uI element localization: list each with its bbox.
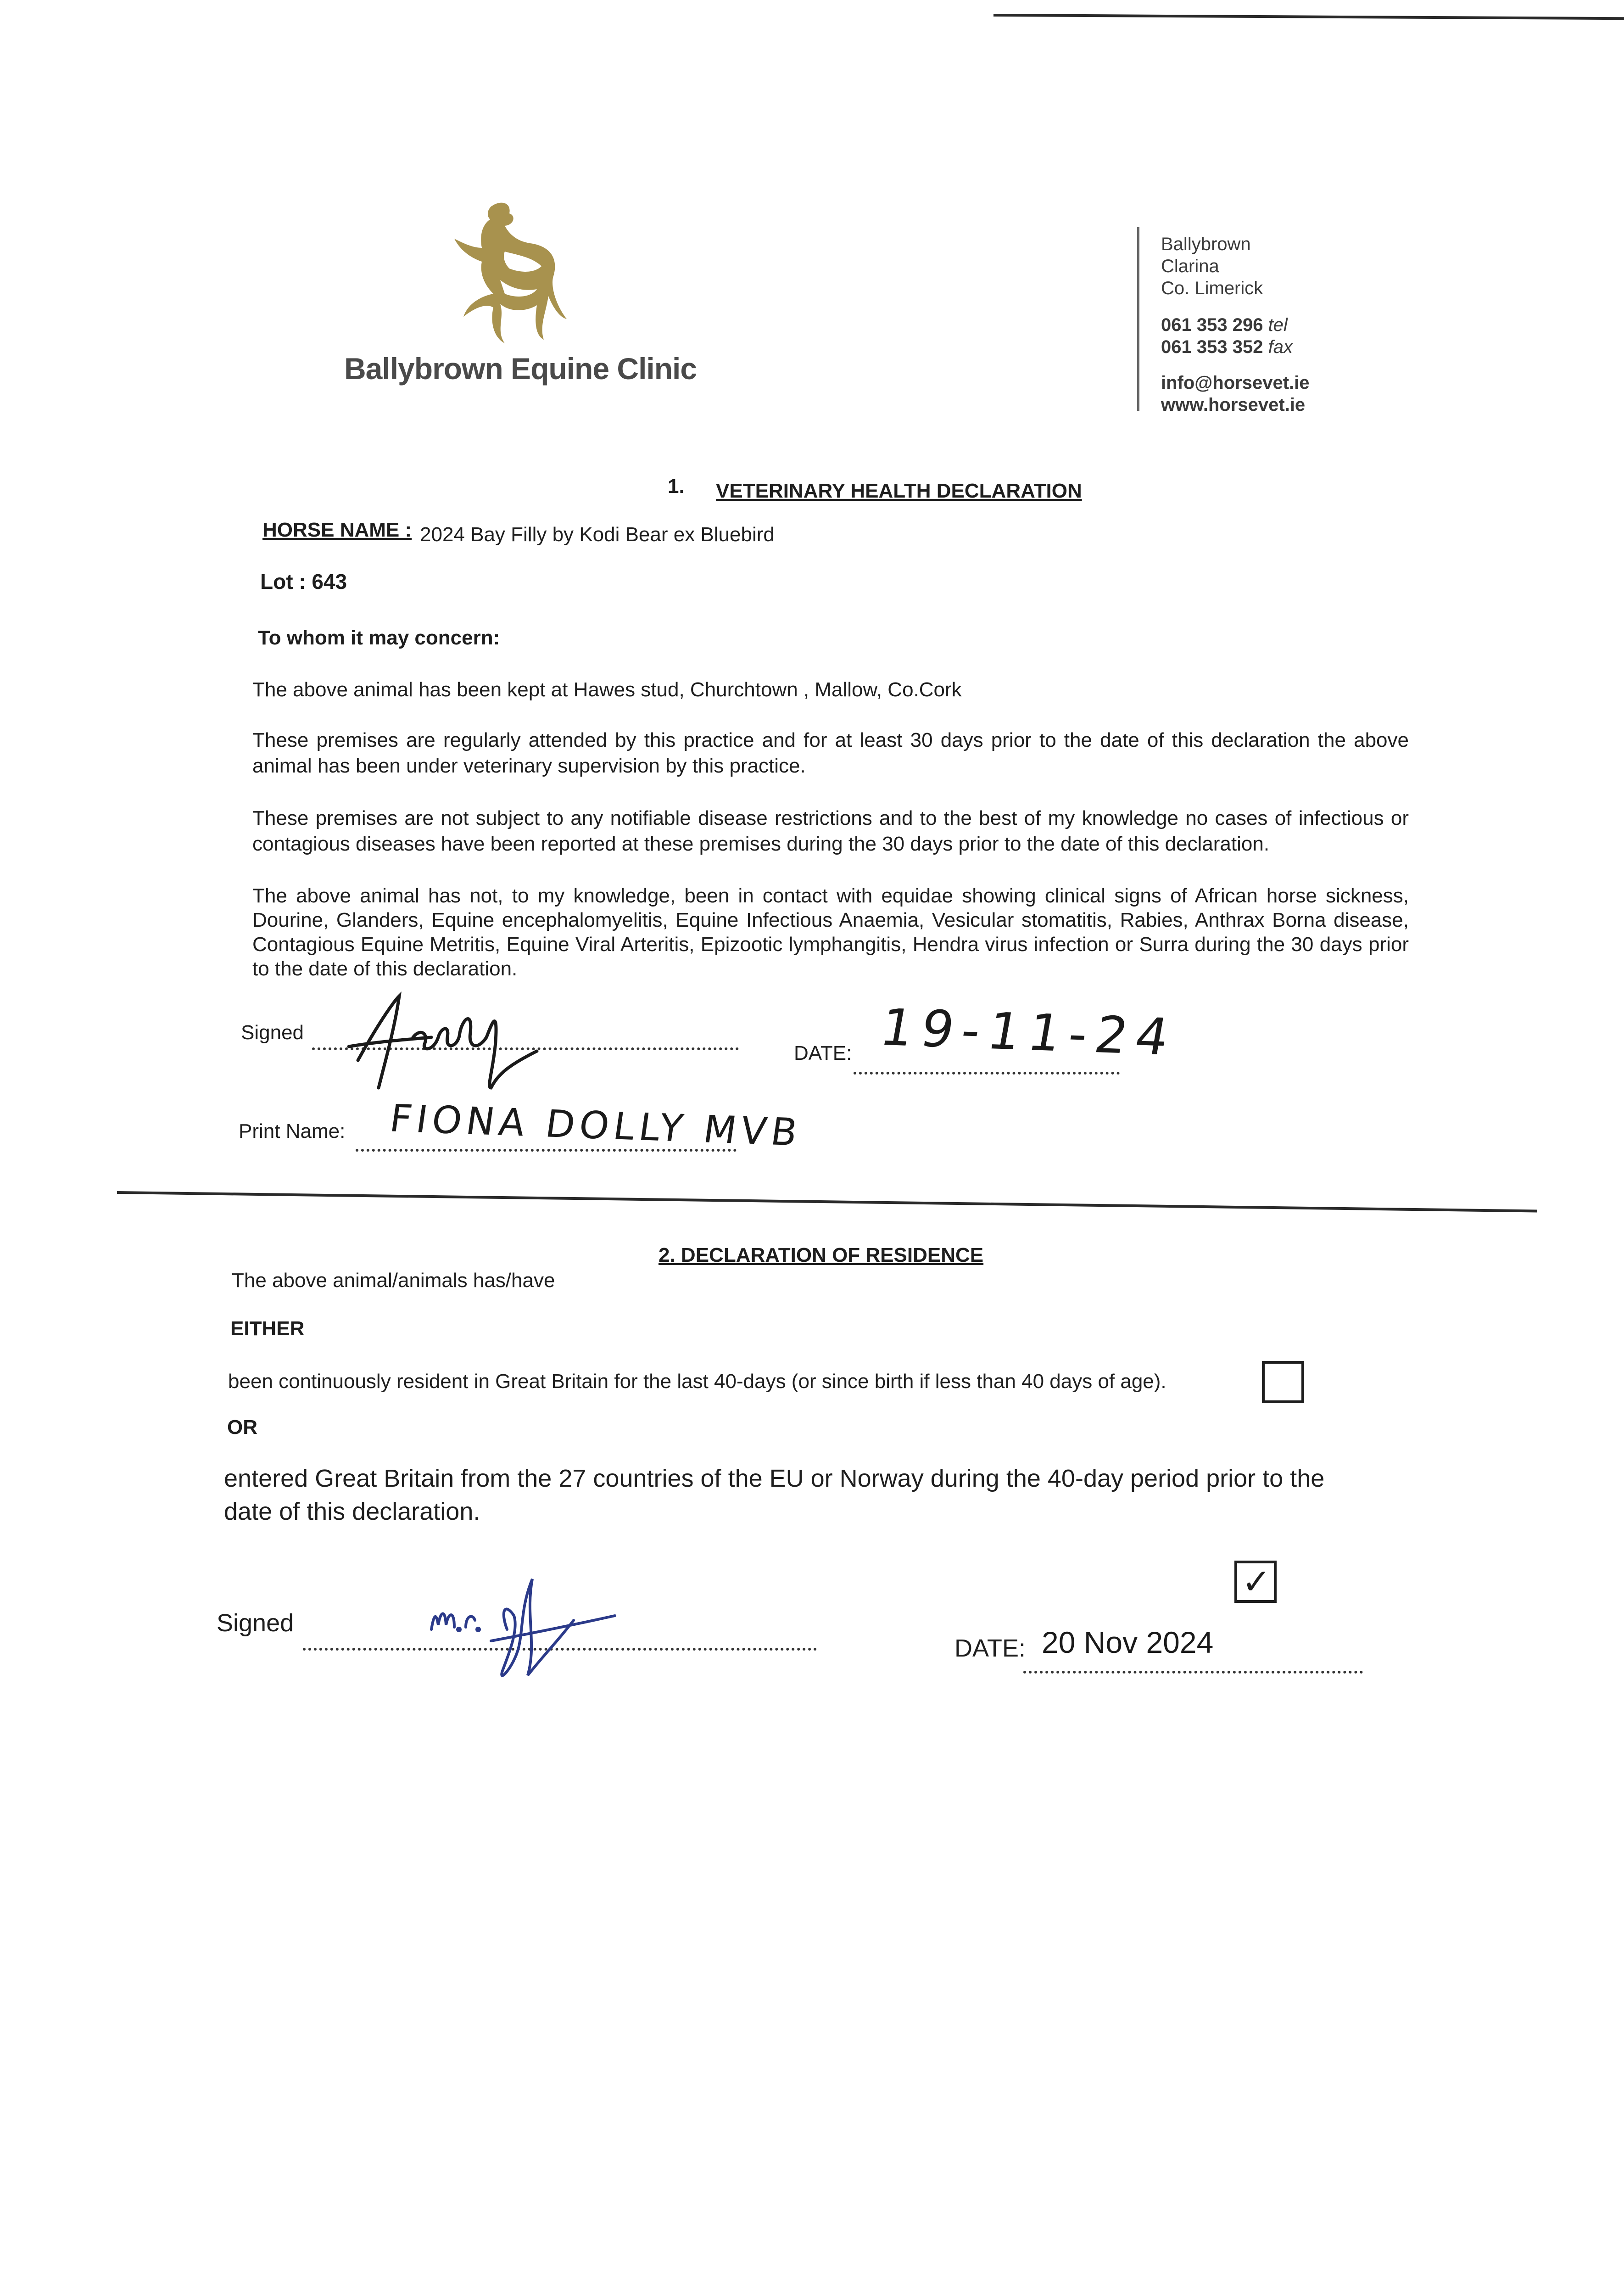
date-label-1: DATE: (794, 1042, 852, 1064)
check-mark-icon: ✓ (1242, 1561, 1271, 1602)
residence-intro: The above animal/animals has/have (232, 1269, 555, 1292)
rearing-horse-logo-icon (436, 197, 574, 349)
fax-suffix: fax (1268, 337, 1293, 357)
print-name-label: Print Name: (239, 1120, 346, 1142)
section-1-title: VETERINARY HEALTH DECLARATION (716, 480, 1082, 502)
address-divider (1137, 227, 1139, 411)
signed-label-1: Signed (241, 1021, 304, 1044)
option-entered-gb: entered Great Britain from the 27 countries of the EU or Norway during the 40-day period prior to the date of this declaration. (224, 1465, 1325, 1525)
print-name-value: FIONA DOLLY MVB (387, 1097, 805, 1155)
horse-name-value: 2024 Bay Filly by Kodi Bear ex Bluebird (420, 523, 775, 546)
owner-signature (422, 1561, 624, 1689)
fax (1161, 337, 1293, 358)
date-value-2: 20 Nov 2024 (1042, 1625, 1214, 1659)
salutation: To whom it may concern: (258, 627, 500, 649)
date-line-1 (854, 1072, 1120, 1075)
section-1-number: 1. (668, 475, 685, 498)
telephone (1161, 315, 1288, 336)
or-label: OR (227, 1416, 257, 1439)
lot-number: Lot : 643 (260, 570, 347, 593)
checkbox-continuous-residence[interactable] (1262, 1361, 1304, 1403)
address-line-3: Co. Limerick (1161, 278, 1263, 298)
declaration-paragraph-attended: These premises are regularly attended by this practice and for at least 30 days prior to the date of this declaration the above animal has been under veterinary supervision by this practice. (252, 729, 1409, 777)
declaration-paragraph-contact: The above animal has not, to my knowledge, been in contact with equidae showing clinical signs of African horse sickness, Dourine, Glanders, Equine encephalomyelitis, Equine Infectious Anaemia, Vesicular stomatitis, Rabies, Anthrax Borna disease, Contagious Equine Metritis, Equine Viral Arteritis, Epizootic lymphangitis, Hendra virus infection or Surra during the 30 days prior to the date of this declaration. (252, 884, 1409, 980)
section-divider (117, 1191, 1537, 1213)
declaration-paragraph-kept-at: The above animal has been kept at Hawes stud, Churchtown , Mallow, Co.Cork (252, 678, 962, 701)
address-line-1: Ballybrown (1161, 234, 1251, 254)
signed-label-2: Signed (217, 1609, 294, 1637)
option-continuous-residence: been continuously resident in Great Britain for the last 40-days (or since birth if less than 40 days of age). (228, 1370, 1166, 1393)
scan-edge-line (993, 14, 1624, 20)
date-value-1: 19-11-24 (876, 998, 1182, 1067)
clinic-name: Ballybrown Equine Clinic (344, 352, 697, 386)
section-2-title: 2. DECLARATION OF RESIDENCE (659, 1244, 984, 1266)
email-link[interactable]: info@horsevet.ie (1161, 373, 1310, 393)
address-line-2: Clarina (1161, 256, 1219, 276)
vet-signature (340, 982, 578, 1092)
telephone-suffix: tel (1268, 315, 1288, 335)
fax-number: 061 353 352 (1161, 337, 1263, 357)
horse-name-label: HORSE NAME : (262, 519, 412, 541)
either-label: EITHER (230, 1317, 305, 1340)
declaration-paragraph-restrictions: These premises are not subject to any notifiable disease restrictions and to the best of my knowledge no cases of infectious or contagious diseases have been reported at these premises during the 30 days prior to the date of this declaration. (252, 807, 1409, 855)
date-label-2: DATE: (954, 1634, 1026, 1662)
website-link[interactable]: www.horsevet.ie (1161, 395, 1306, 415)
checkbox-entered-gb[interactable] (1234, 1561, 1277, 1603)
telephone-number: 061 353 296 (1161, 315, 1263, 335)
date-line-2 (1023, 1671, 1363, 1674)
